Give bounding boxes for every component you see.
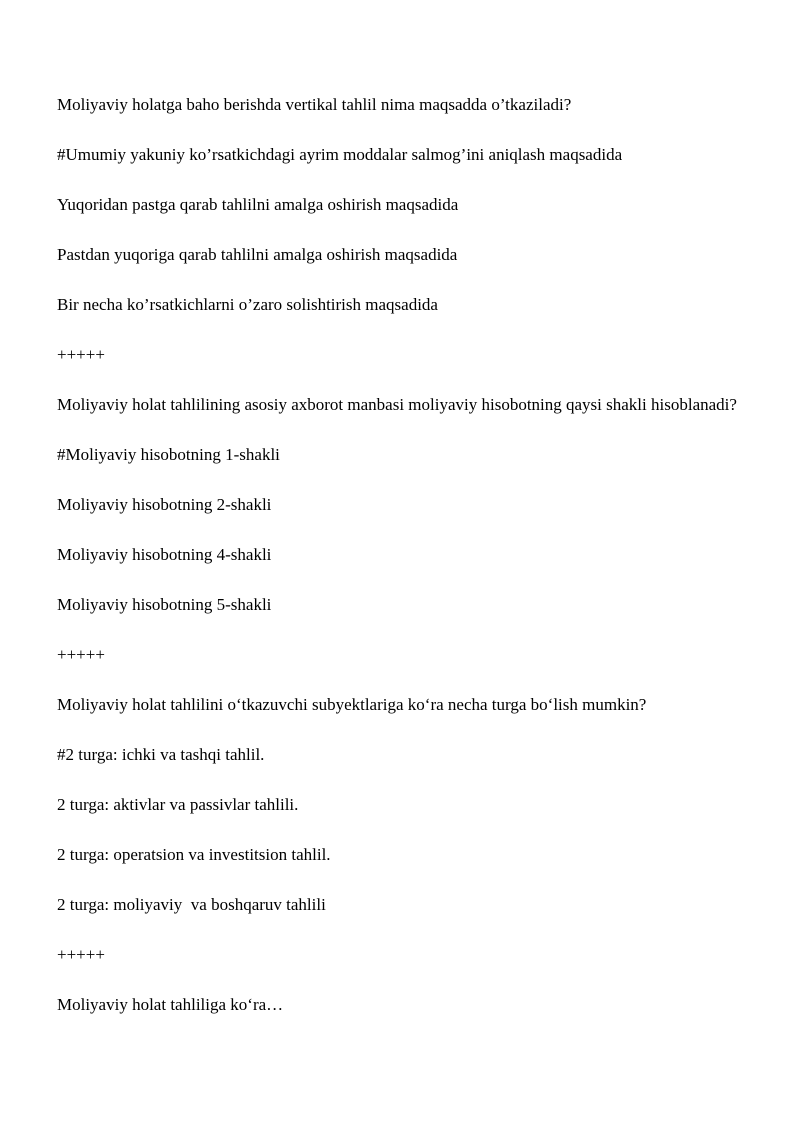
quiz-answer: Bir necha ko’rsatkichlarni o’zaro solishtirish maqsadida bbox=[57, 295, 438, 314]
quiz-question: Moliyaviy holat tahliliga ko‘ra… bbox=[57, 995, 284, 1014]
quiz-answer: Pastdan yuqoriga qarab tahlilni amalga oshirish maqsadida bbox=[57, 245, 458, 264]
quiz-answer-correct: #2 turga: ichki va tashqi tahlil. bbox=[57, 745, 265, 764]
quiz-answer-correct: #Umumiy yakuniy ko’rsatkichdagi ayrim moddalar salmog’ini aniqlash maqsadida bbox=[57, 145, 623, 164]
quiz-answer: 2 turga: operatsion va investitsion tahlil. bbox=[57, 845, 331, 864]
quiz-answer: 2 turga: aktivlar va passivlar tahlili. bbox=[57, 795, 299, 814]
question-separator: +++++ bbox=[57, 645, 105, 664]
question-separator: +++++ bbox=[57, 345, 105, 364]
quiz-answer-correct: #Moliyaviy hisobotning 1-shakli bbox=[57, 445, 280, 464]
quiz-question: Moliyaviy holat tahlilini o‘tkazuvchi subyektlariga ko‘ra necha turga bo‘lish mumkin? bbox=[57, 695, 647, 714]
quiz-answer: Yuqoridan pastga qarab tahlilni amalga oshirish maqsadida bbox=[57, 195, 459, 214]
quiz-question: Moliyaviy holat tahlilining asosiy axborot manbasi moliyaviy hisobotning qaysi shakli hisoblanadi? bbox=[57, 395, 737, 414]
quiz-answer: Moliyaviy hisobotning 2-shakli bbox=[57, 495, 272, 514]
quiz-answer: Moliyaviy hisobotning 4-shakli bbox=[57, 545, 272, 564]
quiz-answer: 2 turga: moliyaviy va boshqaruv tahlili bbox=[57, 895, 326, 914]
quiz-answer: Moliyaviy hisobotning 5-shakli bbox=[57, 595, 272, 614]
question-separator: +++++ bbox=[57, 945, 105, 964]
quiz-question: Moliyaviy holatga baho berishda vertikal tahlil nima maqsadda o’tkaziladi? bbox=[57, 95, 572, 114]
